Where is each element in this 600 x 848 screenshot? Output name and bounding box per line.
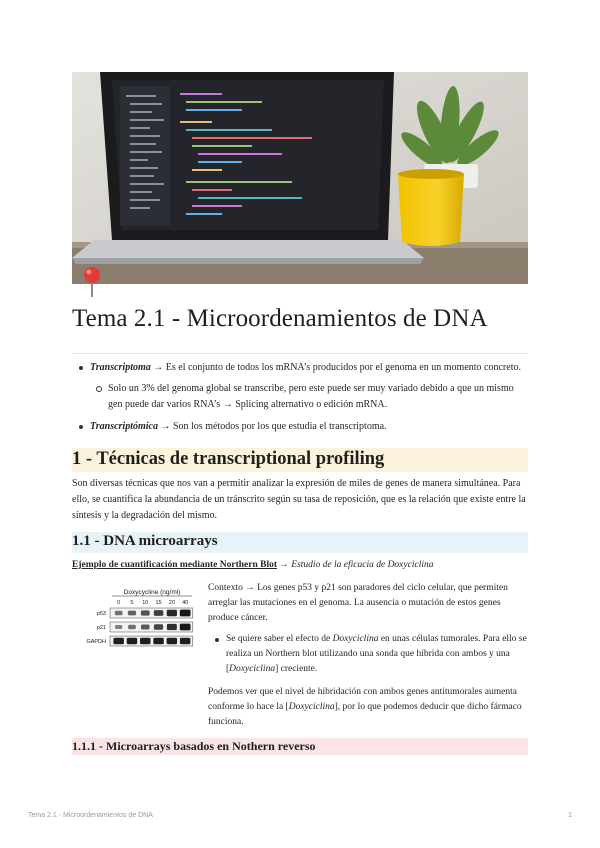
blot-dose-label: 40 [182,600,189,606]
blot-dose-label: 10 [142,600,149,606]
laptop-photo-illustration [72,72,528,284]
term: Transcriptoma [90,362,151,373]
blot-band [127,638,138,645]
arrow: → [279,560,289,570]
section-heading-1-1-1 [72,738,528,755]
bullet-icon [79,425,83,429]
page-title: Tema 2.1 - Microordenamientos de DNA [72,305,488,332]
blot-dose-label: 0 [117,600,121,606]
blot-band [140,638,151,645]
blot-band [180,638,191,645]
section-paragraph: Son diversas técnicas que nos van a permitir analizar la expresión de miles de genes de manera simultánea. Para ello, se cuantifica la abundancia de un tránscrito según su tasa de reposición, que es la relación que existe entre la síntesis y la degradación del mismo. [72,478,526,521]
blot-band [141,610,150,615]
example-study: Estudio de la eficacia de Doxyciclina [291,560,434,570]
blot-dose-label: 5 [130,600,134,606]
blot-band [141,625,150,630]
list-item [72,360,530,376]
section-heading-text: 1.1 - DNA microarrays [72,533,218,549]
blot-band [154,610,164,616]
context-paragraph [208,581,528,626]
section-heading-text: 1.1.1 - Microarrays basados en Nothern reverso [72,739,316,753]
blot-band [153,638,164,645]
sub-item-text: Solo un 3% del genoma global se transcribe, pero este puede ser muy variado debido a que un mismo gen puede dar varios RNA’s → Splicing alternativo o edición mRNA. [108,383,514,410]
blot-band [128,625,136,629]
context-text: Los genes p53 y p21 son paradores del ciclo celular, que permiten arreglar las mutaciones en el genoma. La ausencia o mutación de estos genes produce cáncer. [208,583,508,623]
arrow: → [160,421,171,432]
blot-band [154,624,163,630]
arrow: → [153,362,164,373]
example-link[interactable]: Ejemplo de cuantificación mediante Northern Blot [72,560,278,570]
blot-band [180,624,191,631]
footer-title: Tema 2.1 - Microordenamientos de DNA [28,812,153,819]
conclusion-paragraph: Podemos ver que el nivel de hibridación con ambos genes antitumorales aumenta conforme lo hace la [Doxyciclina], por lo que podemos deducir que dicho fármaco funciona. [208,687,522,727]
blot-band [167,638,178,645]
context-label: Contexto [208,583,243,593]
term: Transcriptómica [90,421,158,432]
blot-row-label: p21 [96,625,106,631]
blot-row-label: p53 [96,611,106,617]
blot-band [128,611,136,616]
blot-header: Doxycycline (ng/ml) [123,589,181,596]
drug-name: Doxyciclina [288,702,335,712]
arrow: → [245,583,255,593]
bullet-icon [215,638,219,642]
section-heading-1-1 [72,532,528,553]
bullet-icon [79,366,83,370]
context-block [208,581,528,736]
blot-row-label: GAPDH [86,639,106,645]
example-line [72,558,530,572]
blot-band [167,624,177,630]
blot-band [180,610,191,617]
pushpin-icon [80,266,106,298]
hollow-bullet-icon [96,386,102,392]
northern-blot-image [70,586,194,652]
list-item [72,419,530,435]
definition-text: Son los métodos por los que estudia el transcriptoma. [172,421,387,432]
definition-text: Es el conjunto de todos los mRNA’s producidos por el genoma en un momento concreto. [165,362,521,373]
blot-band [167,610,177,616]
sub-list-item [72,381,530,413]
blot-band [113,638,124,645]
blot-dose-label: 15 [155,600,162,606]
intro-list [72,360,530,440]
blot-band [115,625,122,629]
section-heading-text: 1 - Técnicas de transcriptional profiling [72,449,385,469]
drug-name: Doxyciclina [229,664,276,674]
title-divider [72,353,528,354]
cover-image [72,72,528,284]
blot-dose-label: 20 [168,600,175,606]
drug-name: Doxyciclina [332,634,379,644]
northern-blot-figure [70,586,194,652]
page-number: 1 [568,812,572,819]
section-heading-1 [72,448,528,472]
list-item: Se quiere saber el efecto de Doxyciclina en unas células tumorales. Para ello se realiza un Northern blot utilizando una sonda que híbrida con ambos y una [Doxyciclina] creciente. [208,632,528,677]
blot-band [115,611,123,615]
